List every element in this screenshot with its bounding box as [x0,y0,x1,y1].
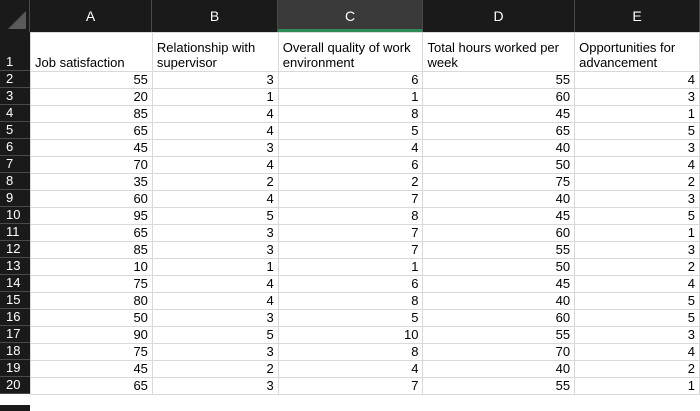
table-row [31,276,700,293]
data-cell[interactable]: 3 [152,310,278,327]
table-row [31,293,700,310]
data-cell[interactable]: 8 [278,344,423,361]
table-row [31,208,700,225]
data-cell[interactable]: 65 [423,123,575,140]
data-cell[interactable]: 1 [152,89,278,106]
data-cell[interactable]: 40 [423,191,575,208]
row-number[interactable]: 6 [0,139,30,156]
data-cell[interactable]: 5 [278,310,423,327]
data-cell[interactable]: 95 [31,208,153,225]
data-cell[interactable]: 1 [278,89,423,106]
row-number[interactable]: 9 [0,190,30,207]
data-cell[interactable]: 8 [278,208,423,225]
data-cell[interactable]: 20 [31,89,153,106]
data-cell[interactable]: 55 [423,242,575,259]
data-cell[interactable]: 2 [575,174,700,191]
data-cell[interactable]: 90 [31,327,153,344]
row-number[interactable]: 17 [0,326,30,343]
data-cell[interactable]: 6 [278,276,423,293]
data-cell[interactable]: 4 [152,106,278,123]
column-header-e[interactable]: E [575,0,700,32]
data-cell[interactable]: 1 [278,259,423,276]
data-cell[interactable]: 1 [152,259,278,276]
row-number[interactable]: 3 [0,88,30,105]
data-cell[interactable]: 75 [31,344,153,361]
header-cell[interactable]: Overall quality of work environment [278,33,423,72]
data-cell[interactable]: 45 [31,361,153,378]
data-cell[interactable]: 55 [31,72,153,89]
row-number-header[interactable]: 1 [0,32,30,71]
data-cell[interactable]: 7 [278,242,423,259]
column-header-d[interactable]: D [423,0,575,32]
column-header-c[interactable]: C [278,0,423,32]
data-cell[interactable]: 3 [575,140,700,157]
data-cell[interactable]: 65 [31,123,153,140]
data-cell[interactable]: 55 [423,72,575,89]
table-row [31,106,700,123]
data-cell[interactable]: 2 [152,361,278,378]
data-cell[interactable]: 35 [31,174,153,191]
select-all-corner[interactable] [0,0,30,32]
row-number[interactable]: 13 [0,258,30,275]
column-header-b[interactable]: B [152,0,278,32]
data-cell[interactable]: 7 [278,191,423,208]
row-number[interactable]: 8 [0,173,30,190]
data-cell[interactable]: 1 [575,106,700,123]
data-cell[interactable]: 4 [575,72,700,89]
data-cell[interactable]: 2 [278,174,423,191]
table-row [31,242,700,259]
data-cell[interactable]: 60 [423,310,575,327]
row-number[interactable]: 5 [0,122,30,139]
data-cell[interactable]: 85 [31,106,153,123]
table-row [31,259,700,276]
data-cell[interactable]: 3 [575,327,700,344]
data-cell[interactable]: 2 [575,361,700,378]
data-cell[interactable]: 6 [278,72,423,89]
data-cell[interactable]: 40 [423,361,575,378]
header-cell[interactable]: Total hours worked per week [423,33,575,72]
data-cell[interactable]: 65 [31,225,153,242]
data-cell[interactable]: 50 [423,259,575,276]
table-row [31,157,700,174]
row-number[interactable]: 14 [0,275,30,292]
data-cell[interactable]: 5 [575,208,700,225]
data-cell[interactable]: 2 [575,259,700,276]
row-number[interactable]: 18 [0,343,30,360]
header-cell[interactable]: Job satisfaction [31,33,153,72]
data-cell[interactable]: 45 [423,208,575,225]
data-cell[interactable]: 4 [152,293,278,310]
data-cell[interactable]: 4 [278,140,423,157]
data-cell[interactable]: 1 [575,378,700,395]
data-cell[interactable]: 8 [278,106,423,123]
row-number[interactable]: 11 [0,224,30,241]
data-cell[interactable]: 65 [31,378,153,395]
data-cell[interactable]: 5 [575,123,700,140]
data-cell[interactable]: 3 [152,344,278,361]
data-cell[interactable]: 50 [423,157,575,174]
table-row [31,140,700,157]
table-row [31,344,700,361]
table-row [31,225,700,242]
data-cell[interactable]: 5 [152,327,278,344]
data-cell[interactable]: 45 [31,140,153,157]
data-cell[interactable]: 8 [278,293,423,310]
data-cell[interactable]: 75 [423,174,575,191]
data-cell[interactable]: 3 [152,378,278,395]
data-cell[interactable]: 3 [152,140,278,157]
data-cell[interactable]: 5 [152,208,278,225]
data-cell[interactable]: 80 [31,293,153,310]
data-cell[interactable]: 10 [31,259,153,276]
header-row [31,33,700,72]
data-cell[interactable]: 7 [278,378,423,395]
data-cell[interactable]: 3 [152,225,278,242]
data-cell[interactable]: 4 [575,276,700,293]
table-row [31,123,700,140]
data-cell[interactable]: 4 [152,276,278,293]
table-row [31,72,700,89]
column-header-a[interactable]: A [30,0,152,32]
data-cell[interactable]: 50 [31,310,153,327]
data-cell[interactable]: 7 [278,225,423,242]
data-cell[interactable]: 3 [152,72,278,89]
data-cell[interactable]: 45 [423,276,575,293]
data-cell[interactable]: 5 [575,310,700,327]
table-row [31,89,700,106]
row-number[interactable]: 7 [0,156,30,173]
table-row [31,174,700,191]
table-row [31,191,700,208]
data-cell[interactable]: 4 [152,123,278,140]
data-cell[interactable]: 40 [423,140,575,157]
table-row [31,327,700,344]
data-cell[interactable]: 2 [152,174,278,191]
data-cell[interactable]: 4 [575,157,700,174]
data-cell[interactable]: 75 [31,276,153,293]
data-cell[interactable]: 60 [423,225,575,242]
header-cell[interactable]: Opportunities for advancement [575,33,700,72]
row-number[interactable]: 20 [0,377,30,394]
data-cell[interactable]: 70 [423,344,575,361]
data-cell[interactable]: 3 [575,89,700,106]
row-number[interactable]: 19 [0,360,30,377]
header-cell[interactable]: Relationship with supervisor [152,33,278,72]
table-row [31,310,700,327]
row-number[interactable]: 10 [0,207,30,224]
data-cell[interactable]: 55 [423,327,575,344]
data-cell[interactable]: 3 [575,242,700,259]
data-cell[interactable]: 4 [152,157,278,174]
row-number[interactable]: 2 [0,71,30,88]
table-row [31,361,700,378]
data-cell[interactable]: 6 [278,157,423,174]
cell-grid [30,32,700,395]
row-number[interactable]: 16 [0,309,30,326]
row-number-partial [0,405,30,411]
data-cell[interactable]: 4 [278,361,423,378]
data-cell[interactable]: 5 [575,293,700,310]
data-cell[interactable]: 3 [575,191,700,208]
data-cell[interactable]: 55 [423,378,575,395]
data-cell[interactable]: 60 [423,89,575,106]
data-cell[interactable]: 85 [31,242,153,259]
data-cell[interactable]: 10 [278,327,423,344]
data-cell[interactable]: 4 [575,344,700,361]
data-cell[interactable]: 60 [31,191,153,208]
data-cell[interactable]: 5 [278,123,423,140]
table-row [31,378,700,395]
data-cell[interactable]: 40 [423,293,575,310]
data-cell[interactable]: 3 [152,242,278,259]
data-cell[interactable]: 4 [152,191,278,208]
row-number[interactable]: 12 [0,241,30,258]
data-cell[interactable]: 1 [575,225,700,242]
data-cell[interactable]: 70 [31,157,153,174]
data-cell[interactable]: 45 [423,106,575,123]
select-all-triangle-icon [8,11,26,29]
row-number[interactable]: 15 [0,292,30,309]
row-number[interactable]: 4 [0,105,30,122]
